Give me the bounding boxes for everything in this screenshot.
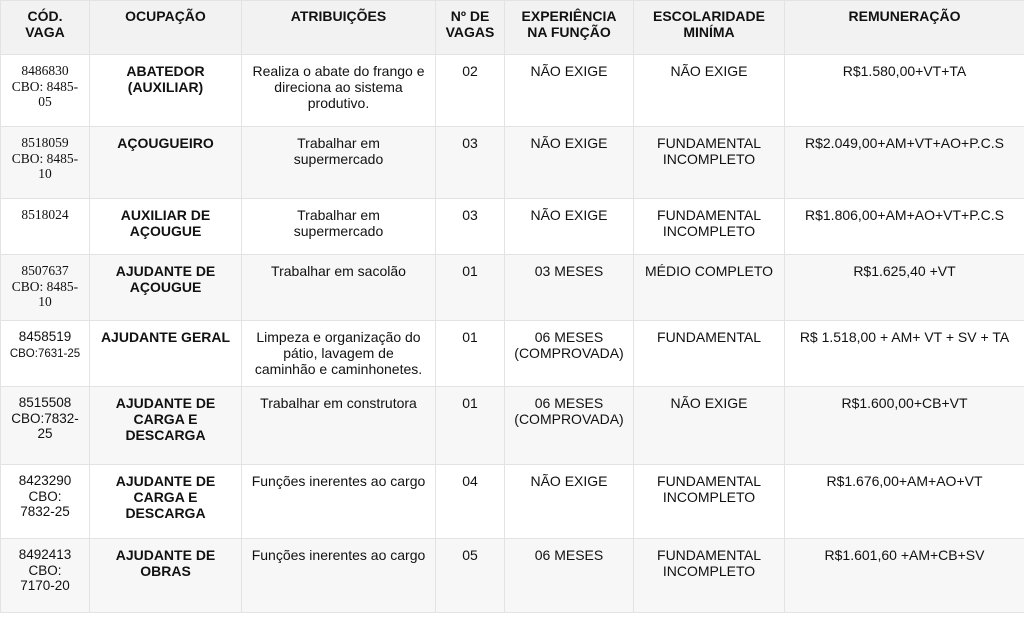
table-row: [1, 387, 1024, 465]
duties-cell: Trabalhar em supermercado: [242, 127, 436, 199]
experience-cell: 06 MESES: [505, 539, 634, 613]
salary-cell: R$1.625,40 +VT: [785, 255, 1024, 321]
table-row: [1, 55, 1024, 127]
vacancies-cell: 02: [436, 55, 505, 127]
salary-cell: R$1.806,00+AM+AO+VT+P.C.S: [785, 199, 1024, 255]
occupation-cell: AJUDANTE DE CARGA E DESCARGA: [90, 465, 242, 539]
salary-cell: R$1.601,60 +AM+CB+SV: [785, 539, 1024, 613]
education-cell: FUNDAMENTAL INCOMPLETO: [634, 539, 785, 613]
experience-cell: 03 MESES: [505, 255, 634, 321]
experience-cell: 06 MESES (COMPROVADA): [505, 321, 634, 387]
education-cell: FUNDAMENTAL INCOMPLETO: [634, 199, 785, 255]
duties-cell: Trabalhar em supermercado: [242, 199, 436, 255]
table-row: [1, 321, 1024, 387]
education-cell: NÃO EXIGE: [634, 387, 785, 465]
education-cell: MÉDIO COMPLETO: [634, 255, 785, 321]
experience-cell: NÃO EXIGE: [505, 465, 634, 539]
header-vacancies: Nº DE VAGAS: [436, 1, 505, 55]
vacancies-cell: 05: [436, 539, 505, 613]
education-cell: FUNDAMENTAL INCOMPLETO: [634, 127, 785, 199]
vacancies-cell: 01: [436, 321, 505, 387]
vacancies-cell: 01: [436, 255, 505, 321]
code-cell: 8492413 CBO: 7170-20: [1, 539, 90, 613]
occupation-cell: ABATEDOR (AUXILIAR): [90, 55, 242, 127]
education-cell: FUNDAMENTAL INCOMPLETO: [634, 465, 785, 539]
education-cell: NÃO EXIGE: [634, 55, 785, 127]
vacancies-cell: 03: [436, 127, 505, 199]
table-row: [1, 465, 1024, 539]
header-salary: REMUNERAÇÃO: [785, 1, 1024, 55]
salary-cell: R$1.676,00+AM+AO+VT: [785, 465, 1024, 539]
occupation-cell: AJUDANTE DE AÇOUGUE: [90, 255, 242, 321]
occupation-cell: AJUDANTE DE CARGA E DESCARGA: [90, 387, 242, 465]
code-cell: 8458519 CBO:7631-25: [1, 321, 90, 387]
vacancies-cell: 04: [436, 465, 505, 539]
code-cell: 8423290 CBO: 7832-25: [1, 465, 90, 539]
code-cell: 8518059 CBO: 8485- 10: [1, 127, 90, 199]
salary-cell: R$ 1.518,00 + AM+ VT + SV + TA: [785, 321, 1024, 387]
salary-cell: R$1.600,00+CB+VT: [785, 387, 1024, 465]
duties-cell: Realiza o abate do frango e direciona ao sistema produtivo.: [242, 55, 436, 127]
experience-cell: 06 MESES (COMPROVADA): [505, 387, 634, 465]
education-cell: FUNDAMENTAL: [634, 321, 785, 387]
code-cell: 8518024: [1, 199, 90, 255]
experience-cell: NÃO EXIGE: [505, 127, 634, 199]
code-cell: 8486830 CBO: 8485- 05: [1, 55, 90, 127]
table-row: [1, 255, 1024, 321]
duties-cell: Funções inerentes ao cargo: [242, 465, 436, 539]
salary-cell: R$2.049,00+AM+VT+AO+P.C.S: [785, 127, 1024, 199]
vacancies-cell: 03: [436, 199, 505, 255]
occupation-cell: AJUDANTE DE OBRAS: [90, 539, 242, 613]
code-cell: 8515508 CBO:7832- 25: [1, 387, 90, 465]
table-header-row: [1, 1, 1024, 55]
duties-cell: Trabalhar em sacolão: [242, 255, 436, 321]
header-code: CÓD. VAGA: [1, 1, 90, 55]
duties-cell: Trabalhar em construtora: [242, 387, 436, 465]
occupation-cell: AJUDANTE GERAL: [90, 321, 242, 387]
header-duties: ATRIBUIÇÕES: [242, 1, 436, 55]
occupation-cell: AÇOUGUEIRO: [90, 127, 242, 199]
vacancies-cell: 01: [436, 387, 505, 465]
header-education: ESCOLARIDADE MINÍMA: [634, 1, 785, 55]
duties-cell: Limpeza e organização do pátio, lavagem de caminhão e caminhonetes.: [242, 321, 436, 387]
header-experience: EXPERIÊNCIA NA FUNÇÃO: [505, 1, 634, 55]
header-occupation: OCUPAÇÃO: [90, 1, 242, 55]
experience-cell: NÃO EXIGE: [505, 55, 634, 127]
code-cell: 8507637 CBO: 8485- 10: [1, 255, 90, 321]
duties-cell: Funções inerentes ao cargo: [242, 539, 436, 613]
table-row: [1, 127, 1024, 199]
experience-cell: NÃO EXIGE: [505, 199, 634, 255]
occupation-cell: AUXILIAR DE AÇOUGUE: [90, 199, 242, 255]
table-row: [1, 539, 1024, 613]
table-row: [1, 199, 1024, 255]
salary-cell: R$1.580,00+VT+TA: [785, 55, 1024, 127]
